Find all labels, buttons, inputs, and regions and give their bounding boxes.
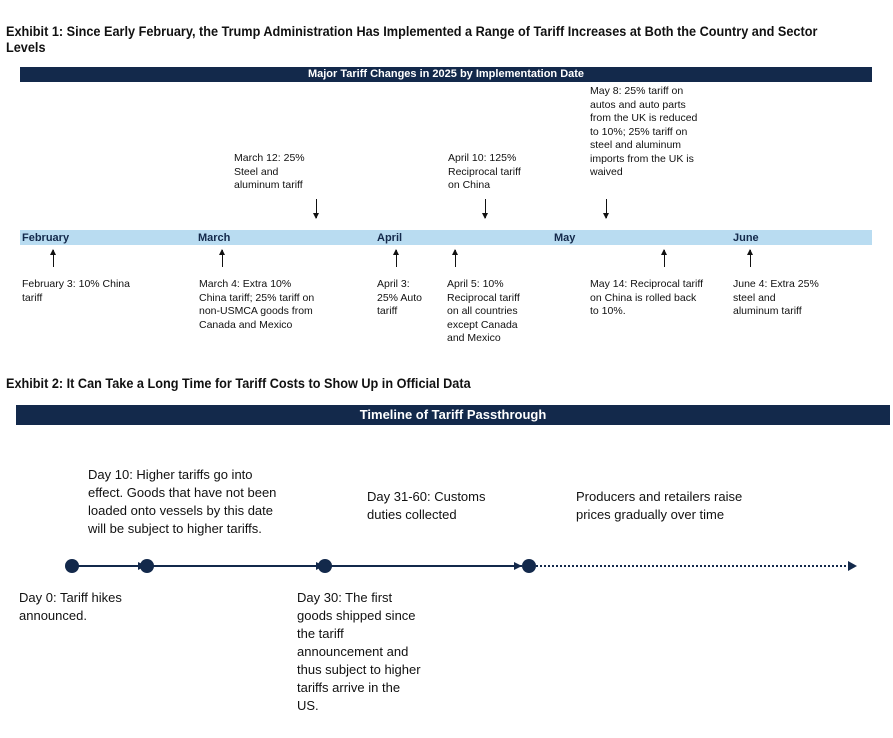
note-line: Producers and retailers raise	[576, 489, 743, 504]
exhibit1-title-line1: Exhibit 1: Since Early February, the Trump Administration Has Implemented a Range of Tariff Increases at Both the Country and Sector	[6, 24, 818, 39]
event-line: March 12: 25%	[234, 152, 305, 164]
event-line: and Mexico	[447, 332, 501, 344]
event-line: March 4: Extra 10%	[199, 278, 292, 290]
month-february: February	[22, 232, 70, 244]
exhibit1-banner: Major Tariff Changes in 2025 by Implementation Date	[20, 67, 872, 82]
note-day-31-60	[367, 488, 486, 524]
note-line: announcement and	[297, 644, 409, 659]
event-line: on all countries	[447, 305, 518, 317]
arrow-down-icon	[606, 199, 607, 218]
passthrough-timeline	[0, 548, 893, 584]
note-line: duties collected	[367, 507, 457, 522]
timeline-dot-day-30	[318, 559, 332, 573]
note-day-30	[297, 589, 421, 715]
note-line: prices gradually over time	[576, 507, 725, 522]
event-april-3	[377, 278, 422, 319]
event-line: February 3: 10% China	[22, 278, 130, 290]
note-line: will be subject to higher tariffs.	[88, 521, 262, 536]
event-line: steel and aluminum	[590, 139, 682, 151]
arrow-up-icon	[222, 250, 223, 267]
note-day-10	[88, 466, 276, 538]
event-line: to 10%; 25% tariff on	[590, 125, 688, 138]
event-line: except Canada	[447, 318, 518, 331]
exhibit1-title	[6, 24, 852, 56]
exhibit1-title-line2: Levels	[6, 40, 46, 55]
timeline-dot-day-10	[140, 559, 154, 573]
note-day-0	[19, 589, 122, 625]
event-line: tariff	[22, 291, 43, 304]
month-april: April	[377, 232, 403, 244]
event-line: tariff	[377, 305, 398, 317]
event-may-14	[590, 278, 703, 319]
event-line: Reciprocal tariff	[447, 291, 520, 304]
note-line: Day 30: The first	[297, 590, 393, 605]
note-line: effect. Goods that have not been	[88, 485, 277, 500]
note-line: the tariff	[297, 626, 344, 641]
month-march: March	[198, 232, 231, 244]
timeline-dot-day-0	[65, 559, 79, 573]
note-line: Day 10: Higher tariffs go into	[88, 467, 253, 482]
note-line: thus subject to higher	[297, 662, 421, 677]
arrowhead-icon	[514, 562, 522, 570]
event-line: June 4: Extra 25%	[733, 278, 819, 290]
arrow-up-icon	[396, 250, 397, 267]
note-line: Day 0: Tariff hikes	[19, 590, 122, 605]
note-line: tariffs arrive in the	[297, 680, 401, 695]
event-feb-3	[22, 278, 130, 305]
event-line: waived	[590, 166, 623, 178]
event-march-12	[234, 152, 305, 193]
event-line: Reciprocal tariff	[448, 165, 521, 178]
arrow-up-icon	[53, 250, 54, 267]
event-line: May 8: 25% tariff on	[590, 85, 684, 97]
event-line: April 5: 10%	[447, 278, 504, 290]
event-march-4	[199, 278, 314, 332]
event-june-4	[733, 278, 819, 319]
arrowhead-icon	[848, 561, 857, 571]
arrow-down-icon	[316, 199, 317, 218]
note-line: goods shipped since	[297, 608, 416, 623]
note-line: Day 31-60: Customs	[367, 489, 486, 504]
arrow-up-icon	[455, 250, 456, 267]
event-may-8	[590, 85, 697, 180]
month-june: June	[733, 232, 759, 244]
timeline-dot-day-60	[522, 559, 536, 573]
event-april-5	[447, 278, 520, 346]
event-line: on China	[448, 179, 491, 191]
note-producers-retailers	[576, 488, 742, 524]
note-line: announced.	[19, 608, 87, 623]
event-line: aluminum tariff	[733, 305, 802, 317]
event-april-10	[448, 152, 521, 193]
event-line: non-USMCA goods from	[199, 305, 313, 317]
arrow-up-icon	[664, 250, 665, 267]
note-line: US.	[297, 698, 319, 713]
event-line: aluminum tariff	[234, 179, 303, 191]
event-line: from the UK is reduced	[590, 112, 698, 124]
exhibit2-title: Exhibit 2: It Can Take a Long Time for Tariff Costs to Show Up in Official Data	[6, 376, 471, 391]
event-line: on China is rolled back	[590, 291, 697, 304]
event-line: April 10: 125%	[448, 152, 517, 164]
exhibit2-banner: Timeline of Tariff Passthrough	[16, 405, 890, 425]
event-line: Canada and Mexico	[199, 318, 293, 331]
event-line: China tariff; 25% tariff on	[199, 291, 315, 304]
month-may: May	[554, 232, 576, 244]
arrow-up-icon	[750, 250, 751, 267]
arrow-down-icon	[485, 199, 486, 218]
note-line: loaded onto vessels by this date	[88, 503, 274, 518]
event-line: Steel and	[234, 165, 279, 178]
event-line: autos and auto parts	[590, 98, 686, 111]
event-line: 25% Auto	[377, 291, 422, 304]
event-line: to 10%.	[590, 305, 626, 317]
event-line: May 14: Reciprocal tariff	[590, 278, 704, 290]
event-line: April 3:	[377, 278, 410, 290]
event-line: imports from the UK is	[590, 152, 694, 165]
event-line: steel and	[733, 291, 776, 304]
